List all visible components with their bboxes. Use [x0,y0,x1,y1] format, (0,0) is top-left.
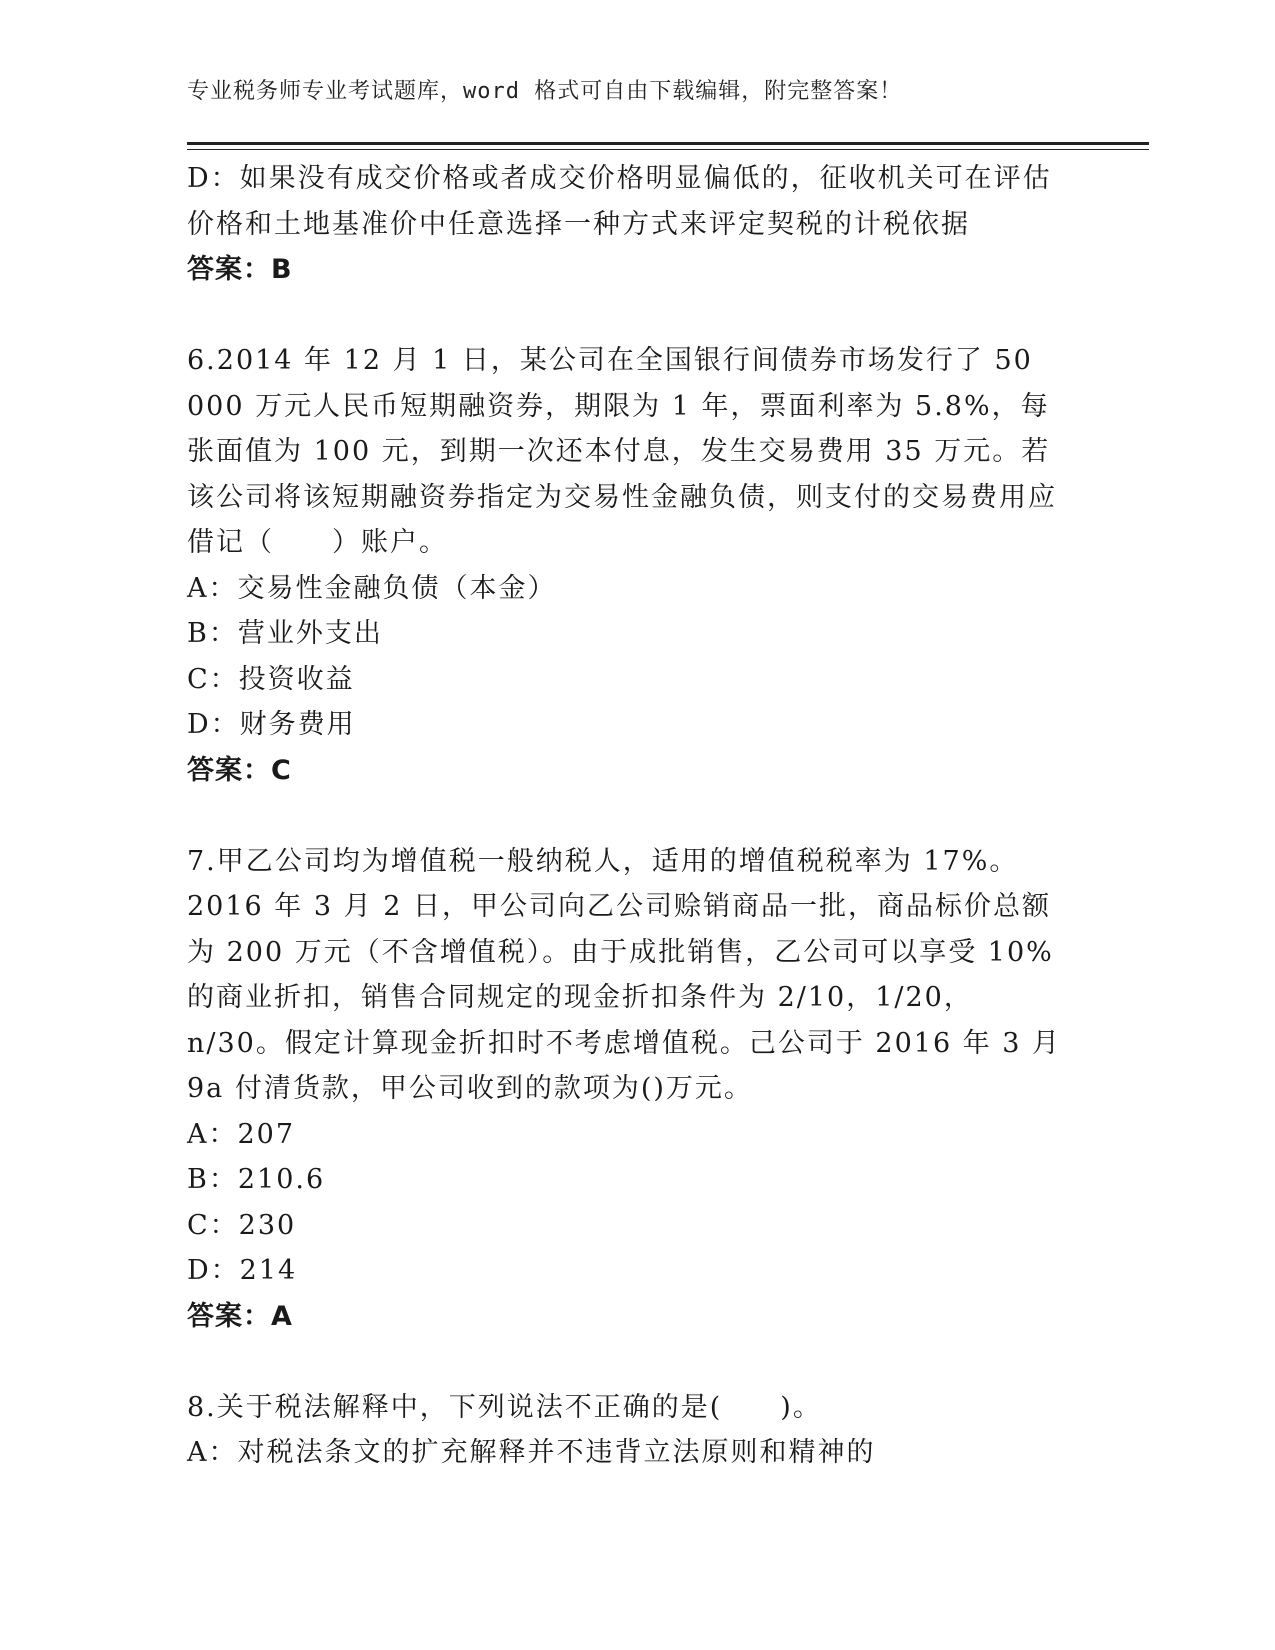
spacer [187,793,1067,839]
q7-stem: 7.甲乙公司均为增值税一般纳税人，适用的增值税税率为 17%。2016 年 3 月 2 日，甲公司向乙公司赊销商品一批，商品标价总额为 200 万元（不含增值税）。由于成批销售，乙公司可以享受 10%的商业折扣，销售合同规定的现金折扣条件为 2/10，1/20，n/30。假定计算现金折扣时不考虑增值税。己公司于 2016 年 3 月 9a 付清货款，甲公司收到的款项为()万元。 [187,845,1062,1104]
q6-option-c: C：投资收益 [187,663,355,695]
spacer [187,1339,1067,1385]
q7-option-a: A：207 [187,1118,296,1150]
q6-answer: 答案：C [187,754,292,786]
q8-stem: 8.关于税法解释中，下列说法不正确的是( )。 [187,1391,822,1423]
q5-answer: 答案：B [187,254,293,285]
q5-option-d: D：如果没有成交价格或者成交价格明显偏低的，征收机关可在评估价格和土地基准价中任意选择一种方式来评定契税的计税依据 [187,163,1052,240]
header-rule-thick [187,142,1149,145]
document-body [187,156,1067,1476]
header-rule-thin [187,149,1149,150]
spacer [187,293,1067,339]
page-header: 专业税务师专业考试题库，word 格式可自由下载编辑，附完整答案！ [187,79,903,104]
q6-option-d: D：财务费用 [187,709,356,740]
q7-option-d: D：214 [187,1255,298,1286]
q7-answer: 答案：A [187,1300,293,1332]
q6-option-b: B：营业外支出 [187,618,383,649]
q8-option-a: A：对税法条文的扩充解释并不违背立法原则和精神的 [187,1437,876,1468]
q6-option-a: A：交易性金融负债（本金） [187,572,557,604]
q7-option-b: B：210.6 [187,1164,326,1195]
q7-option-c: C：230 [187,1209,297,1241]
q6-stem: 6.2014 年 12 月 1 日，某公司在全国银行间债券市场发行了 50 000 万元人民币短期融资券，期限为 1 年，票面利率为 5.8%，每张面值为 100 元，到期一次还本付息，发生交易费用 35 万元。若该公司将该短期融资券指定为交易性金融负债，则支付的交易费用应借记（ ）账户。 [187,345,1057,558]
